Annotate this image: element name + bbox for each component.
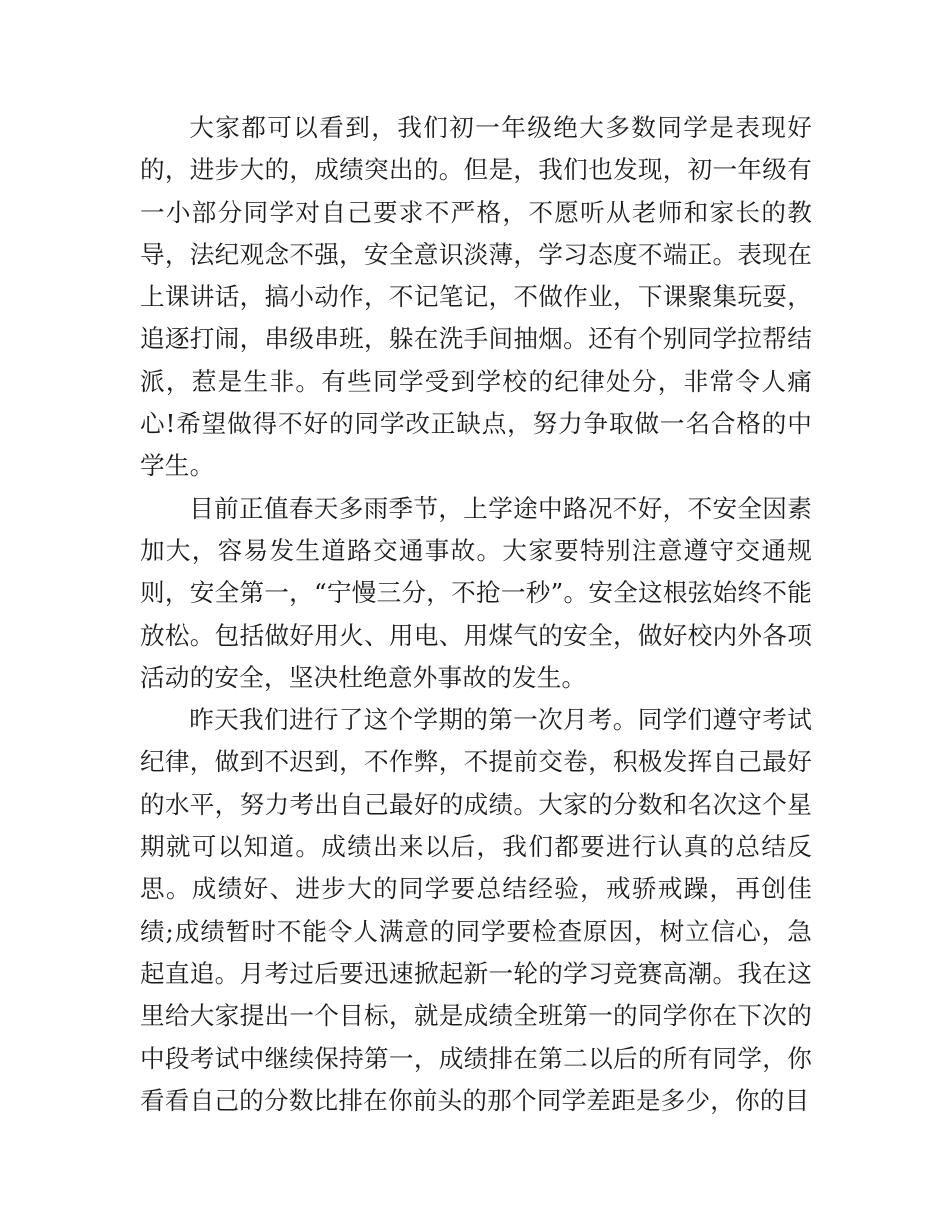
body-text bbox=[140, 107, 812, 1122]
paragraph-2: 目前正值春天多雨季节，上学途中路况不好，不安全因素加大，容易发生道路交通事故。大家要特别注意遵守交通规则，安全第一，“宁慢三分，不抢一秒”。安全这根弦始终不能放松。包括做好用火、用电、用煤气的安全，做好校内外各项活动的安全，坚决杜绝意外事故的发生。 bbox=[140, 493, 812, 692]
paragraph-3: 昨天我们进行了这个学期的第一次月考。同学们遵守考试纪律，做到不迟到，不作弊，不提前交卷，积极发挥自己最好的水平，努力考出自己最好的成绩。大家的分数和名次这个星期就可以知道。成绩出来以后，我们都要进行认真的总结反思。成绩好、进步大的同学要总结经验，戒骄戒躁，再创佳绩;成绩暂时不能令人满意的同学要检查原因，树立信心，急起直追。月考过后要迅速掀起新一轮的学习竞赛高潮。我在这里给大家提出一个目标，就是成绩全班第一的同学你在下次的中段考试中继续保持第一，成绩排在第二以后的所有同学，你看看自己的分数比排在你前头的那个同学差距是多少，你的目 bbox=[140, 705, 812, 1115]
paragraph-1: 大家都可以看到，我们初一年级绝大多数同学是表现好的，进步大的，成绩突出的。但是，我们也发现，初一年级有一小部分同学对自己要求不严格，不愿听从老师和家长的教导，法纪观念不强，安全意识淡薄，学习态度不端正。表现在上课讲话，搞小动作，不记笔记，不做作业，下课聚集玩耍，追逐打闹，串级串班，躲在洗手间抽烟。还有个别同学拉帮结派，惹是生非。有些同学受到学校的纪律处分，非常令人痛心!希望做得不好的同学改正缺点，努力争取做一名合格的中学生。 bbox=[140, 113, 812, 481]
